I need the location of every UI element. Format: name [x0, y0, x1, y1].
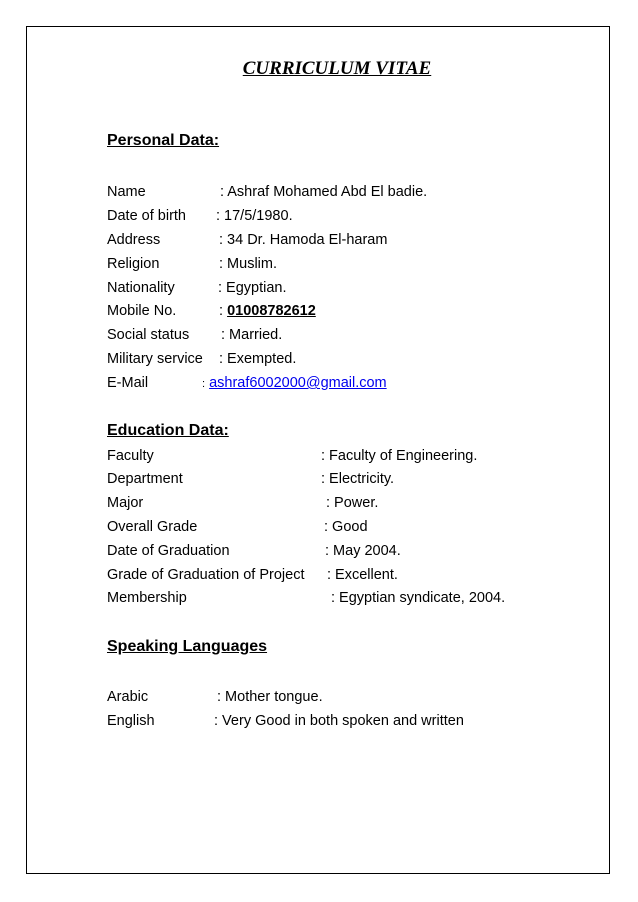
document-title: CURRICULUM VITAE — [242, 58, 432, 79]
row-label: Overall Grade — [107, 519, 198, 535]
personal-data-heading: Personal Data: — [107, 132, 220, 149]
education-row-membership — [107, 590, 187, 606]
personal-value-nationality: : Egyptian. — [218, 280, 287, 296]
education-value-membership: : Egyptian syndicate, 2004. — [331, 590, 506, 606]
personal-value-social-status: : Married. — [221, 327, 283, 343]
email-link[interactable]: ashraf6002000@gmail.com — [209, 375, 387, 391]
row-label: Membership — [107, 590, 187, 606]
languages-heading: Speaking Languages — [107, 638, 268, 655]
row-label: Faculty — [107, 448, 154, 464]
personal-value-military: : Exempted. — [219, 351, 297, 367]
education-row-project-grade — [107, 567, 304, 583]
language-row-english — [107, 713, 155, 729]
education-value-major: : Power. — [326, 495, 379, 511]
row-label: Nationality — [107, 280, 175, 296]
personal-value-address: : 34 Dr. Hamoda El-haram — [219, 232, 388, 248]
personal-value-name: : Ashraf Mohamed Abd El badie. — [220, 184, 428, 200]
row-label: Name — [107, 184, 146, 200]
language-row-arabic — [107, 689, 148, 705]
row-label: English — [107, 713, 155, 729]
education-value-project-grade: : Excellent. — [327, 567, 398, 583]
education-row-major — [107, 495, 143, 511]
row-label: Social status — [107, 327, 190, 343]
row-label: Department — [107, 471, 183, 487]
personal-value-religion: : Muslim. — [219, 256, 277, 272]
row-label: Arabic — [107, 689, 149, 705]
personal-row-mobile — [107, 303, 176, 319]
education-value-faculty: : Faculty of Engineering. — [321, 448, 478, 464]
education-data-heading: Education Data: — [107, 422, 229, 439]
personal-row-name — [107, 184, 146, 200]
language-value-english: : Very Good in both spoken and written — [214, 713, 464, 729]
email-colon: : — [202, 378, 206, 390]
education-value-overall-grade: : Good — [324, 519, 368, 535]
personal-row-address — [107, 232, 160, 248]
education-row-overall-grade — [107, 519, 197, 535]
row-label: E-Mail — [107, 375, 149, 391]
personal-value-dob: : 17/5/1980. — [216, 208, 293, 224]
education-row-department — [107, 471, 183, 487]
personal-row-social-status — [107, 327, 189, 343]
row-label: Major — [107, 495, 144, 511]
mobile-colon: : — [219, 303, 228, 319]
education-value-graduation-date: : May 2004. — [325, 543, 401, 559]
personal-value-mobile — [219, 303, 316, 319]
personal-row-military — [107, 351, 203, 367]
row-label: Military service — [107, 351, 203, 367]
mobile-number: 01008782612 — [227, 303, 316, 319]
row-label: Date of Graduation — [107, 543, 230, 559]
row-label: Date of birth — [107, 208, 186, 224]
education-value-department: : Electricity. — [321, 471, 395, 487]
document-title-container — [0, 58, 638, 80]
personal-row-religion — [107, 256, 159, 272]
personal-row-nationality — [107, 280, 175, 296]
row-label: Address — [107, 232, 161, 248]
personal-value-email — [202, 375, 387, 391]
personal-row-dob — [107, 208, 186, 224]
personal-row-email — [107, 375, 148, 391]
language-value-arabic: : Mother tongue. — [217, 689, 323, 705]
education-row-graduation-date — [107, 543, 230, 559]
row-label: Religion — [107, 256, 160, 272]
row-label: Mobile No. — [107, 303, 177, 319]
education-row-faculty — [107, 448, 154, 464]
row-label: Grade of Graduation of Project — [107, 567, 305, 583]
